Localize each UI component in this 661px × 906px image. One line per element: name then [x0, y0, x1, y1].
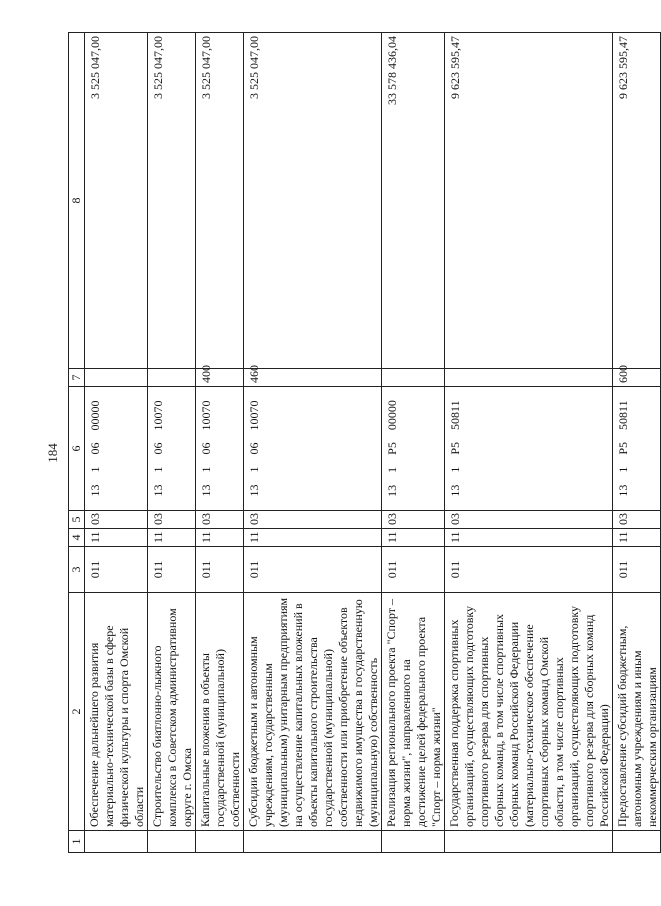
code-part: 13: [616, 484, 630, 497]
cell-amount: 9 623 595,47: [445, 33, 613, 369]
table-row: [613, 33, 661, 853]
cell-amount: 9 623 595,47: [613, 33, 661, 369]
cell-blank: [445, 831, 613, 853]
cell-amount: 33 578 436,04: [382, 33, 445, 369]
code-part: 13: [385, 484, 399, 497]
code-part: P5: [616, 441, 630, 455]
col-header: 3: [69, 547, 85, 593]
code-part: 06: [199, 442, 213, 455]
col-header: 2: [69, 593, 85, 831]
cell-expense-type: [382, 369, 445, 387]
cell-blank: [382, 831, 445, 853]
cell-target-article: [148, 387, 196, 511]
code-part: 00000: [88, 400, 102, 431]
cell-admin-code: 011: [382, 547, 445, 593]
code-part: 06: [151, 442, 165, 455]
cell-subsection: 03: [85, 511, 148, 529]
code-part: 13: [199, 484, 213, 497]
cell-description: Субсидии бюджетным и автономным учреждениям, государственным (муниципальным) унитарным предприятиям на осуществление капитальных вложений в объекты капитального строительства государственной (муниципальной) собственности или приобретение объектов недвижимого имущества в государственную (муниципальную) собственность: [244, 593, 382, 831]
cell-admin-code: 011: [148, 547, 196, 593]
code-part: 13: [151, 484, 165, 497]
code-part: 13: [88, 484, 102, 497]
cell-section: 11: [445, 529, 613, 547]
col-header: 4: [69, 529, 85, 547]
cell-expense-type: 460: [244, 369, 382, 387]
cell-subsection: 03: [148, 511, 196, 529]
cell-target-article: [244, 387, 382, 511]
code-part: 1: [88, 466, 102, 473]
col-header: 7: [69, 369, 85, 387]
col-header: 6: [69, 387, 85, 511]
cell-amount: 3 525 047,00: [148, 33, 196, 369]
cell-blank: [196, 831, 244, 853]
cell-blank: [613, 831, 661, 853]
cell-admin-code: 011: [85, 547, 148, 593]
col-header: 5: [69, 511, 85, 529]
code-part: 06: [88, 442, 102, 455]
cell-expense-type: [85, 369, 148, 387]
table-row: [196, 33, 244, 853]
cell-admin-code: 011: [196, 547, 244, 593]
cell-target-article: [382, 387, 445, 511]
cell-description: Предоставление субсидий бюджетным, автономным учреждениям и иным некоммерческим организациям: [613, 593, 661, 831]
page-number: 184: [45, 443, 60, 463]
code-part: 13: [448, 484, 462, 497]
table-row: [85, 33, 148, 853]
cell-subsection: 03: [445, 511, 613, 529]
cell-description: Обеспечение дальнейшего развития материально-технической базы в сфере физической культуры и спорта Омской области: [85, 593, 148, 831]
cell-blank: [148, 831, 196, 853]
code-part: 1: [199, 466, 213, 473]
table-row: [445, 33, 613, 853]
cell-expense-type: [148, 369, 196, 387]
code-part: 00000: [385, 400, 399, 431]
cell-target-article: [613, 387, 661, 511]
cell-section: 11: [85, 529, 148, 547]
cell-blank: [244, 831, 382, 853]
rotated-table-wrapper: [68, 33, 659, 853]
cell-section: 11: [148, 529, 196, 547]
code-part: 10070: [151, 400, 165, 431]
cell-expense-type: 400: [196, 369, 244, 387]
cell-section: 11: [196, 529, 244, 547]
cell-section: 11: [613, 529, 661, 547]
cell-description: Строительство биатлонно-лыжного комплекса в Советском административном округе г. Омска: [148, 593, 196, 831]
table-row: [382, 33, 445, 853]
code-part: 06: [247, 442, 261, 455]
cell-subsection: 03: [244, 511, 382, 529]
code-part: 50811: [616, 400, 630, 430]
code-part: 10070: [199, 400, 213, 431]
budget-table: [68, 32, 661, 853]
cell-admin-code: 011: [613, 547, 661, 593]
code-part: 50811: [448, 400, 462, 430]
code-part: 1: [385, 466, 399, 473]
cell-subsection: 03: [382, 511, 445, 529]
cell-admin-code: 011: [445, 547, 613, 593]
cell-description: Реализация регионального проекта "Спорт – норма жизни", направленного на достижение целей федерального проекта "Спорт – норма жизни": [382, 593, 445, 831]
table-row: [244, 33, 382, 853]
cell-amount: 3 525 047,00: [85, 33, 148, 369]
cell-description: Капитальные вложения в объекты государственной (муниципальной) собственности: [196, 593, 244, 831]
code-part: 1: [151, 466, 165, 473]
code-part: P5: [448, 441, 462, 455]
cell-section: 11: [244, 529, 382, 547]
cell-subsection: 03: [196, 511, 244, 529]
cell-section: 11: [382, 529, 445, 547]
code-part: P5: [385, 442, 399, 455]
cell-amount: 3 525 047,00: [196, 33, 244, 369]
code-part: 1: [247, 466, 261, 473]
col-header: 1: [69, 831, 85, 853]
code-part: 10070: [247, 400, 261, 431]
cell-admin-code: 011: [244, 547, 382, 593]
col-header: 8: [69, 33, 85, 369]
header-row: [69, 33, 85, 853]
cell-description: Государственная поддержка спортивных организаций, осуществляющих подготовку спортивного резерва для спортивных сборных команд, в том числе спортивных сборных команд Российской Федерации (материально-техническое обеспечение спортивных сборных команд Омской области, в том числе спортивных организаций, осуществляющих подготовку спортивного резерва для сборных команд Российской Федерации): [445, 593, 613, 831]
cell-subsection: 03: [613, 511, 661, 529]
code-part: 13: [247, 484, 261, 497]
cell-blank: [85, 831, 148, 853]
cell-target-article: [196, 387, 244, 511]
cell-expense-type: 600: [613, 369, 661, 387]
code-part: 1: [448, 466, 462, 473]
table-row: [148, 33, 196, 853]
cell-target-article: [445, 387, 613, 511]
cell-expense-type: [445, 369, 613, 387]
cell-target-article: [85, 387, 148, 511]
code-part: 1: [616, 466, 630, 473]
cell-amount: 3 525 047,00: [244, 33, 382, 369]
